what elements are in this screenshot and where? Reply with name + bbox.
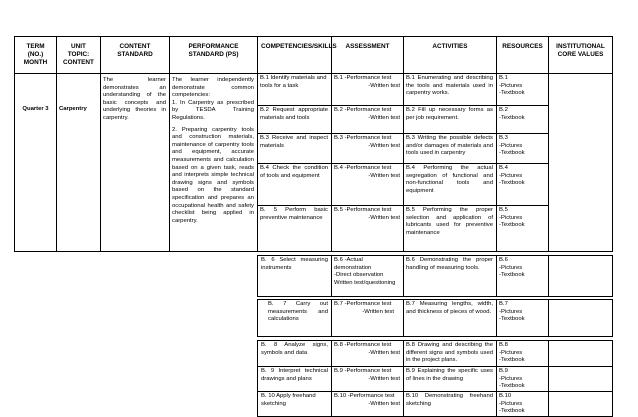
resources-b1: B.1 -Pictures -Textbook (496, 74, 549, 106)
activity-b8: B.8 Drawing and describing the different signs and symbols used in the project plans. (403, 340, 497, 367)
unit-cell: Carpentry (56, 74, 101, 252)
performance-standard-cell (169, 74, 258, 252)
assessment-b4: B.4 -Performance test -Written test (331, 164, 404, 206)
core-values-b10 (548, 392, 613, 417)
resources-b9: B.9 -Pictures -Textbook (496, 367, 549, 392)
header-activities: ACTIVITIES (403, 36, 497, 74)
competency-b6: B. 6 Select measuring instruments (257, 255, 332, 297)
resources-b3: B.3 -Pictures -Textbook (496, 134, 549, 164)
assessment-b8: B.8 -Performance test -Written test (331, 340, 404, 367)
activity-b4: B.4 Performing the actual segregation of functional and non-functional tools and equipment (403, 164, 497, 206)
resources-b10: B.10 -Pictures -Textbook (496, 392, 549, 417)
competency-b5: B. 5 Perform basic preventive maintenance (257, 206, 332, 252)
header-resources: RESOURCES (496, 36, 549, 74)
competency-b1: B.1 Identify materials and tools for a task (257, 74, 332, 106)
content-standard-cell: The learner demonstrates an understanding of the basic concepts and underlying theories in carpentry. (100, 74, 170, 252)
competency-b3: B.3 Receive and inspect materials (257, 134, 332, 164)
assessment-b1: B.1 -Performance test -Written test (331, 74, 404, 106)
activity-b9: B.9 Explaining the specific uses of lines in the drawing (403, 367, 497, 392)
resources-b2: B.2 -Textbook (496, 106, 549, 134)
resources-b8: B.8 -Pictures -Textbook (496, 340, 549, 367)
header-term: TERM (NO.) MONTH (14, 36, 57, 74)
competency-b7: B. 7 Carry out measurements and calculations (257, 299, 332, 337)
assessment-b7: B.7 -Performance test -Written test (331, 299, 404, 337)
header-content-standard: CONTENT STANDARD (100, 36, 170, 74)
activity-b1: B.1 Enumerating and describing the tools and materials used in carpentry works. (403, 74, 497, 106)
assessment-b5: B.5 -Performance test -Written test (331, 206, 404, 252)
term-cell: Quarter 3 (14, 74, 57, 252)
ps-intro: The learner independently demonstrate common competencies: (172, 77, 254, 99)
resources-b4: B.4 -Pictures -Textbook (496, 164, 549, 206)
core-values-b6 (548, 255, 613, 297)
core-values-b8 (548, 340, 613, 367)
core-values-b9 (548, 367, 613, 392)
header-performance-standard: PERFORMANCE STANDARD (PS) (169, 36, 258, 74)
activity-b2: B.2 Fill up necessary forms as per job requirement. (403, 106, 497, 134)
activity-b10: B.10 Demonstrating freehand sketching (403, 392, 497, 417)
competency-b4: B.4 Check the condition of tools and equipment (257, 164, 332, 206)
header-assessment: ASSESSMENT (331, 36, 404, 74)
activity-b3: B.3 Writing the possible defects and/or damages of materials and tools used in carpentry (403, 134, 497, 164)
assessment-b9: B.9 -Performance test -Written test (331, 367, 404, 392)
header-core-values: INSTITUTIONAL CORE VALUES (548, 36, 613, 74)
assessment-b2: B.2 -Performance test -Written test (331, 106, 404, 134)
ps-item-1: 1. In Carpentry as prescribed by TESDA Training Regulations. (172, 99, 254, 121)
header-competencies: COMPETENCIES/SKILLS (257, 36, 332, 74)
activity-b5: B.5 Performing the proper selection and application of lubricants used for preventive maintenance (403, 206, 497, 252)
assessment-b3: B.3 -Performance test -Written test (331, 134, 404, 164)
resources-b6: B.6 -Pictures -Textbook (496, 255, 549, 297)
assessment-b10: B.10 -Performance test -Written test (331, 392, 404, 417)
competency-b9: B. 9 Interpret technical drawings and plans (257, 367, 332, 392)
competency-b10: B. 10 Apply freehand sketching (257, 392, 332, 417)
assessment-b6: B.6 -Actual demonstration -Direct observation Written test/questioning (331, 255, 404, 297)
activity-b6: B.6 Demonstrating the proper handling of measuring tools. (403, 255, 497, 297)
ps-item-2: 2. Preparing carpentry tools and construction materials, maintenance of carpentry tools and equipment, accurate measurements and calculation based on a given task, reads and interprets simple technical drawing signs and symbols based on the standard specification and prepares an occupational health and safety checklist being applied in carpentry. (172, 126, 254, 224)
core-values-cell (548, 74, 613, 252)
core-values-b7 (548, 299, 613, 337)
resources-b7: B.7 -Pictures -Textbook (496, 299, 549, 337)
competency-b2: B.2 Request appropriate materials and tools (257, 106, 332, 134)
activity-b7: B.7 Measuring lengths, width, and thickness of pieces of wood. (403, 299, 497, 337)
competency-b8: B. 8 Analyze signs, symbols and data (257, 340, 332, 367)
resources-b5: B.5 -Pictures -Textbook (496, 206, 549, 252)
header-unit-topic: UNIT TOPIC: CONTENT (56, 36, 101, 74)
